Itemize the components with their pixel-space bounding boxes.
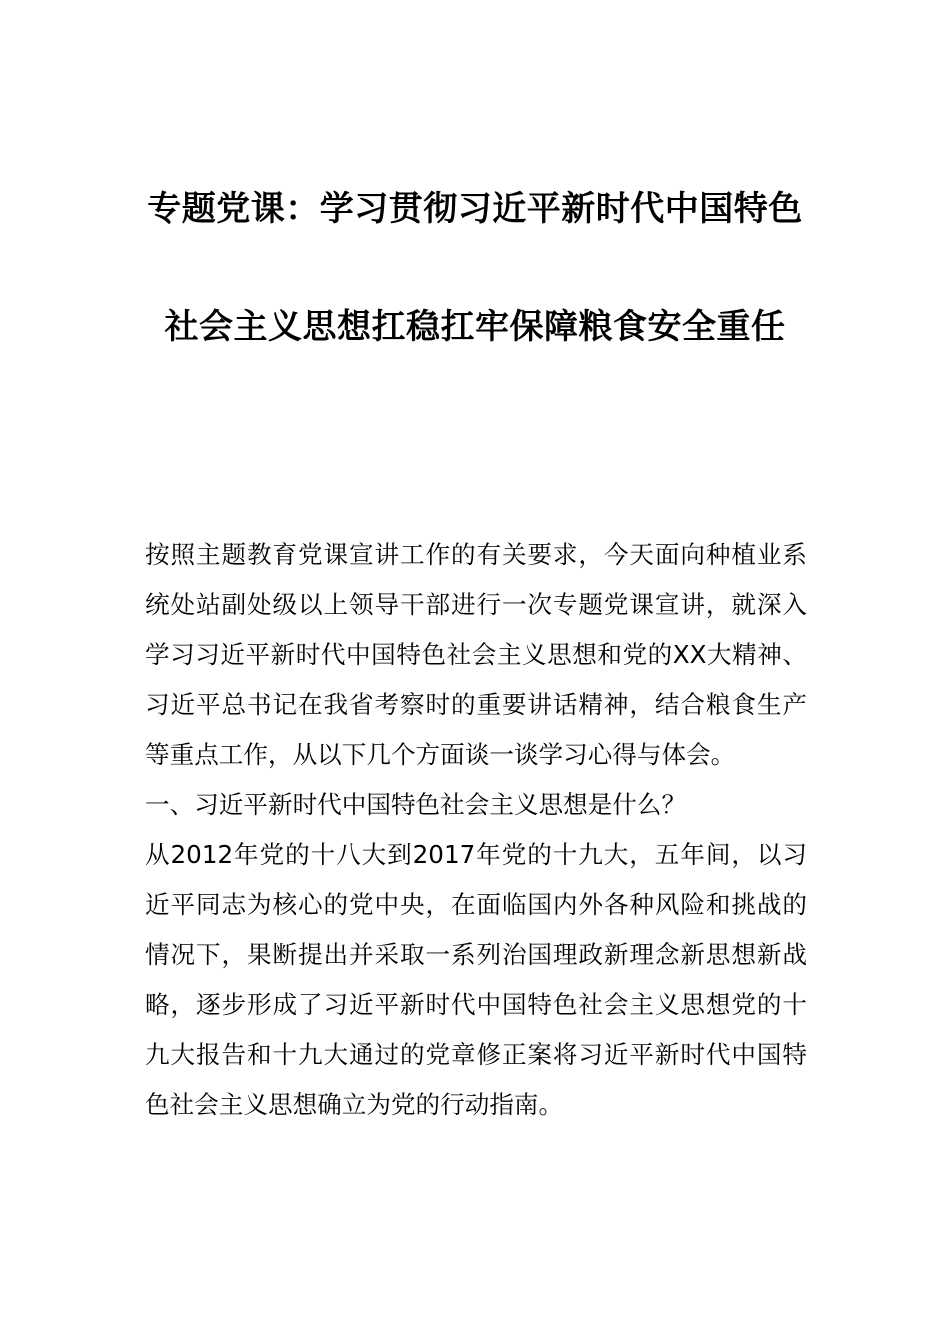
document-body bbox=[145, 530, 807, 1130]
section-heading-1: 一、习近平新时代中国特色社会主义思想是什么？ bbox=[145, 790, 687, 819]
section-paragraph-1: 从2012年党的十八大到2017年党的十九大，五年间，以习近平同志为核心的党中央，在面临国内外各种风险和挑战的情况下，果断提出并采取一系列治国理政新理念新思想新战略，逐步形成了习近平新时代中国特色社会主义思想党的十九大报告和十九大通过的党章修正案将习近平新时代中国特色社会主义思想确立为党的行动指南。 bbox=[145, 840, 807, 1119]
document-title: 专题党课：学习贯彻习近平新时代中国特色社会主义思想扛稳扛牢保障粮食安全重任 bbox=[147, 189, 803, 347]
intro-paragraph: 按照主题教育党课宣讲工作的有关要求，今天面向种植业系统处站副处级以上领导干部进行一次专题党课宣讲，就深入学习习近平新时代中国特色社会主义思想和党的XX大精神、习近平总书记在我省考察时的重要讲话精神，结合粮食生产等重点工作，从以下几个方面谈一谈学习心得与体会。 bbox=[145, 540, 807, 769]
